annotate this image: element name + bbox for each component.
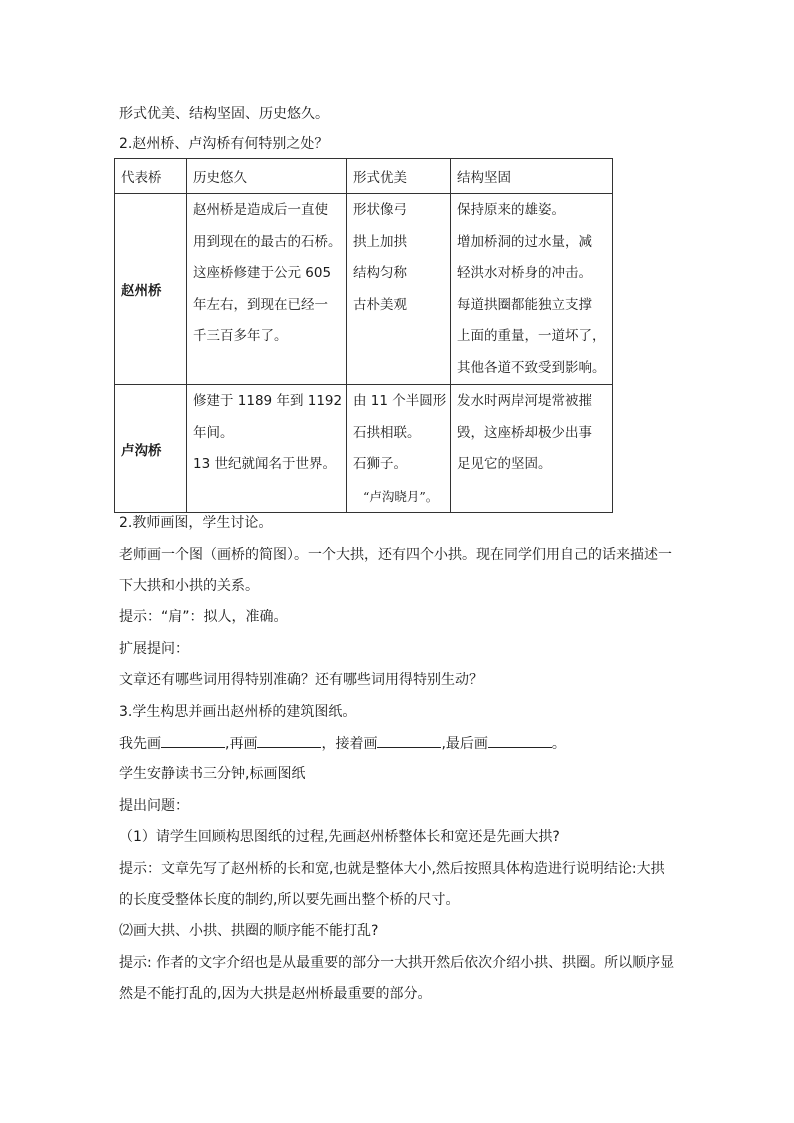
header-structure: 结构坚固	[451, 159, 613, 194]
fill-text: 我先画	[119, 736, 161, 752]
paragraph: 3.学生构思并画出赵州桥的建筑图纸。	[119, 704, 357, 720]
cell-line: 发水时两岸河堤常被摧	[457, 393, 592, 409]
paragraph: 提示：文章先写了赵州桥的长和宽,也就是整体大小,然后按照具体构造进行说明结论:大拱	[119, 861, 665, 877]
paragraph: 然是不能打乱的,因为大拱是赵州桥最重要的部分。	[119, 986, 432, 1002]
paragraph: 2.教师画图，学生讨论。	[119, 515, 273, 531]
header-history: 历史悠久	[187, 159, 347, 194]
bridge-name-lugou: 卢沟桥	[115, 385, 187, 513]
cell-form	[347, 194, 451, 385]
header-bridge: 代表桥	[115, 159, 187, 194]
fill-blank[interactable]	[257, 733, 321, 748]
cell-line: 年左右，到现在已经一	[193, 296, 328, 313]
fill-text: ,再画	[225, 736, 258, 752]
cell-line: 年间。	[193, 424, 234, 441]
cell-line: 由 11 个半圆形	[353, 393, 447, 409]
cell-line: 形状像弓	[353, 202, 407, 218]
fill-text: ，接着画	[321, 736, 378, 752]
cell-line: 13 世纪就闻名于世界。	[193, 456, 336, 472]
fill-blank[interactable]	[488, 733, 552, 748]
cell-line: 毁，这座桥却极少出事	[457, 424, 592, 441]
paragraph: 老师画一个图（画桥的简图）。一个大拱，还有四个小拱。现在同学们用自己的话来描述一	[119, 547, 672, 563]
cell-line: 结构匀称	[353, 265, 407, 281]
cell-line: 修建于 1189 年到 1192	[193, 393, 343, 409]
table-row	[115, 194, 613, 385]
cell-line: 足见它的坚固。	[457, 456, 552, 472]
bridge-name-zhaozhou: 赵州桥	[115, 194, 187, 385]
fill-text: ,最后画	[441, 736, 488, 752]
cell-quote: “卢沟晓月”。	[363, 488, 439, 504]
cell-structure	[451, 385, 613, 513]
paragraph: 提示：“肩”：拟人，准确。	[119, 609, 288, 625]
cell-structure	[451, 194, 613, 385]
table-row	[115, 385, 613, 513]
fill-in-line	[119, 733, 566, 754]
paragraph: 的长度受整体长度的制约,所以要先画出整个桥的尺寸。	[119, 892, 460, 908]
cell-line: 其他各道不致受到影响。	[457, 359, 606, 376]
paragraph: ⑵画大拱、小拱、拱圈的顺序能不能打乱?	[119, 923, 379, 939]
cell-line: 每道拱圈都能独立支撑	[457, 296, 592, 313]
cell-line: 用到现在的最古的石桥。	[193, 233, 342, 250]
cell-line: 轻洪水对桥身的冲击。	[457, 265, 592, 281]
cell-form	[347, 385, 451, 513]
cell-line: 这座桥修建于公元 605	[193, 265, 332, 281]
cell-history	[187, 194, 347, 385]
paragraph: 下大拱和小拱的关系。	[119, 578, 259, 594]
comparison-table	[114, 158, 613, 513]
fill-blank[interactable]	[161, 733, 225, 748]
cell-history	[187, 385, 347, 513]
table-header-row	[115, 159, 613, 194]
cell-line: 千三百多年了。	[193, 328, 288, 344]
paragraph: 文章还有哪些词用得特别准确？还有哪些词用得特别生动？	[119, 672, 483, 688]
cell-line: 保持原来的雄姿。	[457, 202, 565, 218]
intro-line: 形式优美、结构坚固、历史悠久。	[119, 106, 329, 122]
cell-line: 石狮子。	[353, 456, 407, 472]
paragraph: 提出问题：	[119, 798, 189, 814]
paragraph: 提示: 作者的文字介绍也是从最重要的部分一大拱开然后依次介绍小拱、拱圈。所以顺序显	[119, 955, 675, 971]
question-2: 2.赵州桥、卢沟桥有何特别之处？	[119, 136, 329, 152]
fill-blank[interactable]	[377, 733, 441, 748]
cell-line: 赵州桥是造成后一直使	[193, 202, 328, 218]
paragraph: 学生安静读书三分钟,标画图纸	[119, 766, 306, 782]
cell-line: 石拱相联。	[353, 424, 421, 441]
cell-line: 拱上加拱	[353, 233, 407, 250]
fill-text: 。	[551, 736, 566, 752]
header-form: 形式优美	[347, 159, 451, 194]
cell-line: 古朴美观	[353, 296, 407, 313]
paragraph: （1）请学生回顾构思图纸的过程,先画赵州桥整体长和宽还是先画大拱?	[119, 829, 560, 845]
cell-line: 上面的重量，一道坏了，	[457, 328, 606, 344]
paragraph: 扩展提问：	[119, 641, 189, 657]
cell-line: 增加桥洞的过水量，减	[457, 233, 592, 250]
